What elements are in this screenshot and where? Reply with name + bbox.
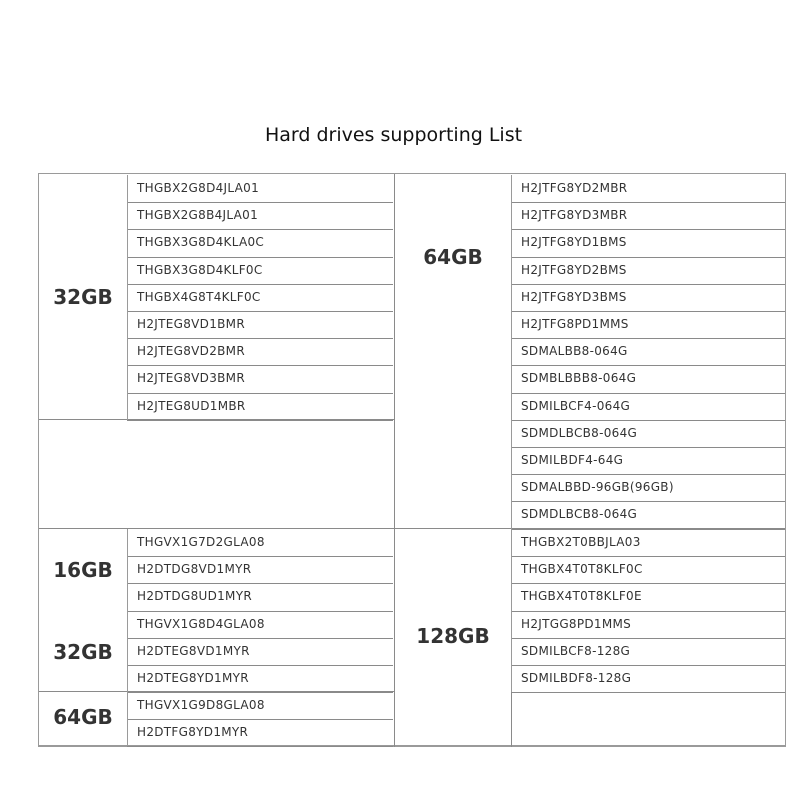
capacity-label-left-16gb: 16GB	[53, 558, 113, 582]
model-number: H2DTDG8VD1MYR	[137, 562, 252, 577]
model-number: H2JTGG8PD1MMS	[521, 616, 632, 631]
right-group1-model-8	[511, 365, 785, 392]
model-number: H2DTEG8YD1MYR	[137, 671, 249, 685]
model-number: THGBX2T0BBJLA03	[521, 535, 641, 549]
left-group2-model-6	[127, 665, 393, 692]
left-group1-model-1	[127, 175, 393, 202]
left-group2-model-3	[127, 583, 393, 610]
model-number: H2JTFG8YD2MBR	[521, 181, 628, 195]
left-group1-model-6	[127, 311, 393, 338]
model-number: SDMALBB8-064G	[521, 344, 628, 359]
model-number: THGBX2G8B4JLA01	[137, 208, 259, 223]
left-group1-model-5	[127, 284, 393, 311]
model-number: SDMILBCF8-128G	[521, 643, 631, 658]
capacity-label-right-128gb: 128GB	[416, 624, 490, 648]
right-group2-model-6	[511, 665, 785, 692]
right-group1-model-3	[511, 229, 785, 256]
left-group1-model-2	[127, 202, 393, 229]
model-number: THGBX4T0T8KLF0C	[521, 562, 643, 577]
left-group1-model-3	[127, 229, 393, 256]
model-number: H2JTFG8PD1MMS	[521, 317, 629, 331]
model-number: H2DTDG8UD1MYR	[137, 589, 252, 604]
model-number: SDMBLBBB8-064G	[521, 371, 637, 386]
model-number: H2JTFG8YD2BMS	[521, 262, 627, 277]
model-number: H2DTEG8VD1MYR	[137, 643, 250, 658]
right-group1-model-6	[511, 311, 785, 338]
left-group2-model-4	[127, 611, 393, 638]
right-group2-model-5	[511, 638, 785, 665]
left-group1-model-9	[127, 393, 393, 420]
right-group1-model-5	[511, 284, 785, 311]
model-number: H2JTEG8UD1MBR	[137, 398, 246, 413]
left-group2-model-2	[127, 556, 393, 583]
right-group1-model-11	[511, 447, 785, 474]
left-group1-model-4	[127, 257, 393, 284]
model-number: H2JTEG8VD2BMR	[137, 344, 245, 359]
left-group1-model-7	[127, 338, 393, 365]
model-number: THGBX4T0T8KLF0E	[521, 589, 642, 604]
capacity-label-right-64gb: 64GB	[423, 245, 483, 269]
model-number: H2JTEG8VD3BMR	[137, 371, 245, 386]
model-number: SDMILBCF4-064G	[521, 398, 631, 413]
left-group1-model-8	[127, 365, 393, 392]
model-number: SDMILBDF8-128G	[521, 671, 632, 685]
left-group3-model-2	[127, 719, 393, 746]
right-group2-model-3	[511, 583, 785, 610]
right-group1-model-13	[511, 501, 785, 528]
model-number: SDMDLBCB8-064G	[521, 507, 638, 522]
model-number: SDMDLBCB8-064G	[521, 425, 638, 440]
capacity-label-left-32gb: 32GB	[53, 285, 113, 309]
right-group1-model-7	[511, 338, 785, 365]
right-group1-model-10	[511, 420, 785, 447]
right-bottom-divider	[511, 691, 512, 747]
row-divider	[127, 420, 393, 421]
row-divider	[127, 746, 393, 747]
model-number: THGBX4G8T4KLF0C	[137, 289, 261, 304]
right-group2-model-4	[511, 611, 785, 638]
model-number: THGBX3G8D4KLA0C	[137, 235, 265, 250]
row-divider	[511, 692, 785, 693]
page-title: Hard drives supporting List	[264, 124, 523, 146]
left-group2-model-5	[127, 638, 393, 665]
right-group1-model-12	[511, 474, 785, 501]
right-group1-model-4	[511, 257, 785, 284]
left-group2-model-1	[127, 529, 393, 556]
model-number: SDMALBBD-96GB(96GB)	[521, 480, 674, 495]
model-number: SDMILBDF4-64G	[521, 453, 624, 467]
right-group2-model-2	[511, 556, 785, 583]
model-number: THGVX1G7D2GLA08	[137, 535, 265, 549]
right-group1-model-2	[511, 202, 785, 229]
capacity-label-left-32gb-2: 32GB	[53, 640, 113, 664]
right-group1-model-1	[511, 175, 785, 202]
model-number: THGVX1G9D8GLA08	[137, 698, 265, 712]
right-group1-model-9	[511, 393, 785, 420]
model-number: H2JTFG8YD3MBR	[521, 208, 628, 223]
capacity-label-left-64gb: 64GB	[53, 705, 113, 729]
model-number: H2JTFG8YD3BMS	[521, 289, 627, 304]
model-number: H2JTEG8VD1BMR	[137, 317, 245, 331]
model-number: THGBX2G8D4JLA01	[137, 181, 260, 195]
left-group3-model-1	[127, 692, 393, 719]
model-number: THGVX1G8D4GLA08	[137, 616, 265, 631]
right-group2-model-1	[511, 529, 785, 556]
model-number: H2DTFG8YD1MYR	[137, 725, 249, 740]
model-number: THGBX3G8D4KLF0C	[137, 262, 263, 277]
model-number: H2JTFG8YD1BMS	[521, 235, 627, 250]
